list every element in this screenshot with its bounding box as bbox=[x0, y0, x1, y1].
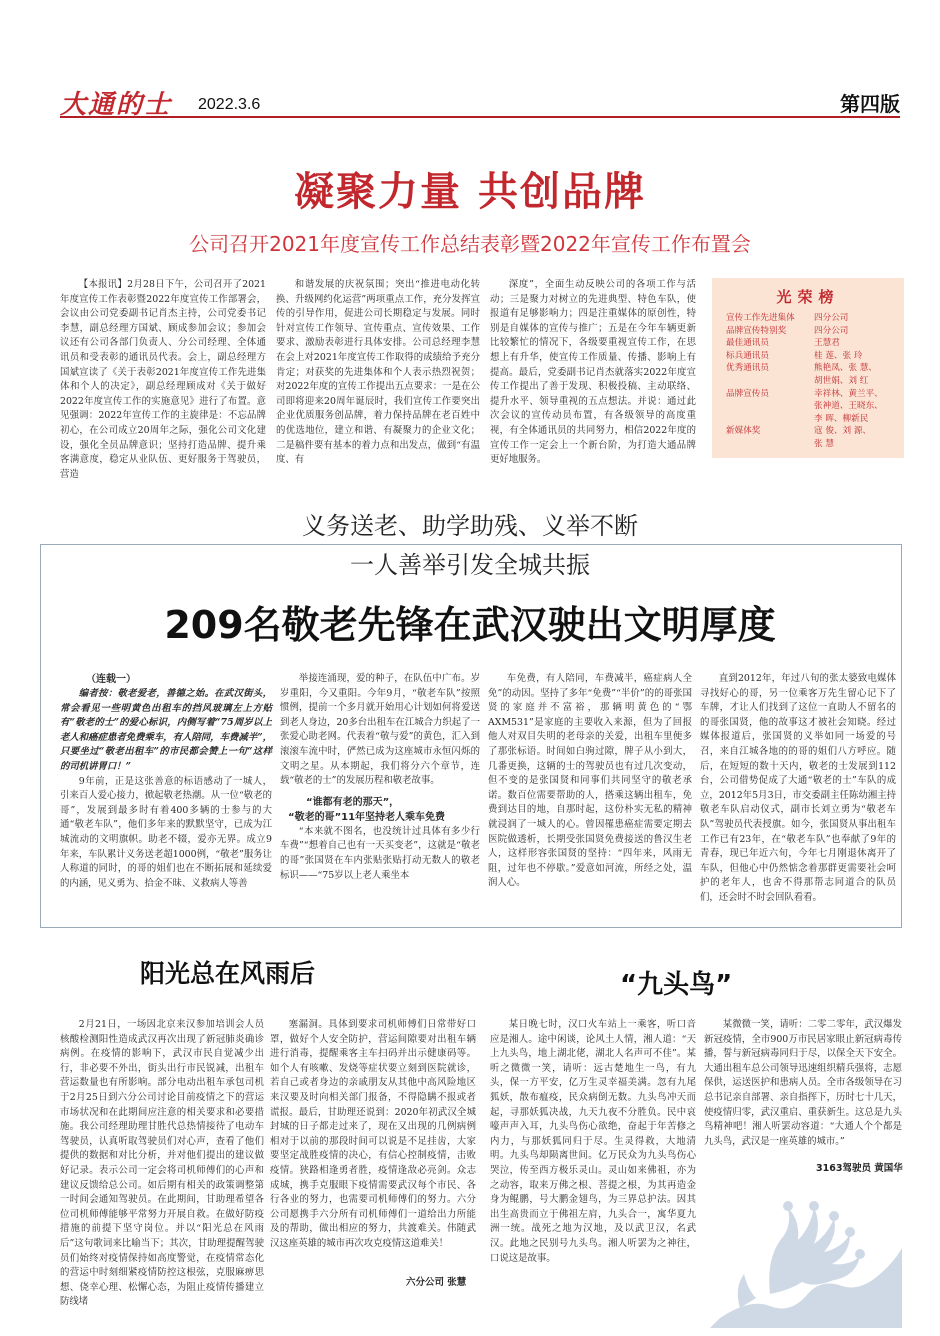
article4-column-2 bbox=[704, 1018, 902, 1156]
honor-names: 四分公司 bbox=[814, 313, 849, 323]
article2-editor-note: 编者按：敬老爱老，善德之始。在武汉街头，常会看见一些明黄色出租车的挡风玻璃左上方贴有“敬老的士”的爱心标识，内侧写着“75周岁以上老人和癌症患者免费乘车，有人陪同，车费减半”，只要坐过“敬老出租车”的市民都会赞上一句“这样的司机讲胃口！” bbox=[60, 688, 272, 772]
article3-column-2 bbox=[270, 1018, 476, 1266]
masthead bbox=[60, 84, 900, 118]
article2-text-3: 车免费，有人陪同，车费减半，癌症病人全免”的动因。坚持了多年“免费”“半价”的的哥张国贤的家庭并不富裕，那辆明黄色的“鄂AXM531”是家庭的主要收入来源，但为了回报他人对双目失明的老母亲的关爱，出租车里便多了那张标语。时间如白驹过隙，牌子从小到大，几番更换，这辆的士的驾驶员也有过几次变动，但不变的是张国贤和同事们共同坚守的敬老承诺。数百位需要帮助的人，搭乘这辆出租车，免费到达目的地，自那时起，这份朴实无私的精神就浸润了一城人的心。曾因罹患癌症需要定期去医院做透析，长期受张国贤免费接送的鲁汉生老人，这样形容张国贤的坚持：“四年来，风雨无阻，过年也不停歇。”爱意如河流，所经之处，温润人心。 bbox=[488, 673, 692, 889]
article1-text-2: 和谐发展的庆祝氛围；突出“推进电动化转换、升级网约化运营”两项重点工作，充分发挥宣传的引导作用，促进公司长期稳定与发展。同时针对宣传工作领导、宣传重点、宣传效果、工作要求、激励表彰进行具体安排。公司总经理李慧在会上对2021年度宣传工作取得的成绩给予充分肯定；对获奖的先进集体和个人表示热烈祝贺；对2022年度的宣传工作提出五点要求：一是在公司即将迎来20周年诞辰时，我们宣传工作要突出企业优质服务创品牌，着力保持品牌在老百姓中的优选地位，建立和谐、有凝聚力的企业文化；二是稿件要有基本的着力点和出发点，做到“有温度、有 bbox=[276, 279, 480, 466]
article2-column-4 bbox=[700, 672, 896, 908]
nine-headed-bird-illustration bbox=[710, 1178, 906, 1328]
honor-names: 桂 莲、张 玲 bbox=[814, 350, 863, 361]
honor-category: 最佳通讯员 bbox=[726, 338, 769, 349]
article3-text-2: 塞漏洞。具体到要求司机师傅们日常带好口罩，做好个人安全防护，营运间隙要对出租车辆进行消毒，提醒乘客主车扫码并出示健康码等。如个人有咳嗽、发烧等症状要立刻到医院就诊，若自己或者身边的亲戚朋友从其他中高风险地区来汉要及时向相关部门报备，不得隐瞒不报或者谎报。最后，甘助理还说到：2020年初武汉全城封城的日子都走过来了，现在又出现的几例病例相对于以前的那段时间可以说是不足挂齿，大家要坚定战胜疫情的决心，有信心控制疫情，击败疫情。狭路相逢勇者胜，疫情逢敌必亮剑。众志成城，携手克服眼下疫情需要武汉每个市民、各行各业的努力，也需要司机师傅们的努力。六分公司愿携手六分所有司机师傅们一道给出力所能及的帮助，做出相应的努力，共渡难关。伟随武汉这座英雄的城市再次攻克疫情这道难关！ bbox=[270, 1019, 476, 1249]
article2-section-title-a: “谁都有老的那天”， bbox=[306, 796, 400, 808]
article2-kicker-2: 一人善举引发全城共振 bbox=[350, 551, 590, 579]
honor-category bbox=[726, 400, 814, 413]
honor-names: 幸祥林、黄兰平、 bbox=[814, 388, 883, 399]
honor-row bbox=[726, 350, 896, 363]
article4-byline: 3163驾驶员 黄国华 bbox=[816, 1163, 903, 1174]
article4-column-1 bbox=[490, 1018, 696, 1296]
honor-names: 寇 俊、刘 源、 bbox=[814, 426, 872, 437]
article3-byline: 六分公司 张慧 bbox=[406, 1277, 467, 1288]
honor-row bbox=[726, 362, 896, 375]
honor-names: 张神道、王晓东、 bbox=[814, 401, 883, 412]
honor-row bbox=[726, 388, 896, 401]
honor-names: 熊艳凤、张 慧、 bbox=[814, 363, 877, 374]
article2-column-2 bbox=[280, 672, 480, 908]
honor-board-title: 光荣榜 bbox=[776, 288, 840, 306]
honor-category: 优秀通讯员 bbox=[726, 363, 769, 374]
honor-names: 李 晖、柳新民 bbox=[814, 413, 869, 424]
honor-board bbox=[712, 278, 904, 458]
honor-category bbox=[726, 413, 814, 426]
honor-names: 胡世娟、刘 红 bbox=[814, 375, 869, 386]
honor-category: 品牌宣传特别奖 bbox=[726, 325, 787, 336]
honor-row bbox=[726, 438, 896, 451]
honor-row bbox=[726, 375, 896, 388]
article2-column-1 bbox=[60, 672, 272, 908]
article4-text-2: 某微微一笑，请听：二零二零年，武汉爆发新冠疫情，全市900万市民居家眼止新冠病毒传播，誓与新冠病毒同归于尽，以保全天下安全。大通出租车总公司领导迅速组织精兵强将，志愿保供，运送医护和患病人员。全市各级领导在习总书记亲自部署、亲自指挥下，历时七十几天，使疫情归零，武汉重启、重获新生。这总是九头鸟精神吧！湘人听罢动容道：“大通人个个都是九头鸟，武汉是一座英雄的城市。” bbox=[704, 1019, 902, 1147]
honor-names: 张 慧 bbox=[814, 438, 834, 449]
honor-board-list bbox=[726, 312, 896, 451]
article1-headline: 凝聚力量 共创品牌 bbox=[294, 169, 646, 215]
honor-row bbox=[726, 425, 896, 438]
article2-text-4: 直到2012年，年过八旬的张太婆致电媒体寻找好心的哥，另一位乘客万先生留心记下了车牌，才让人们找到了这位一直助人不留名的的哥张国贤，他的故事这才被社会知晓。经过媒体报道后，张国贤的义举如同一场爱的号召，来自江城各地的的哥的姐们八方呼应。随后，在短短的数十天内，敬老的士发展到112台，公司借势促成了大通“敬老的士”车队的成立，2012年5月3日，市交委副主任陈幼湘主持敬老车队启动仪式，副市长刘立勇为“敬老车队”驾驶员代表授旗。如今，张国贤从事出租车工作已有23年，在“敬老车队”也奉献了9年的青春，现已年近六旬，今年七月刚退休离开了车队，但他心中仍然惦念着那群更需要社会呵护的老年人，也舍不得那帮志同道合的队员们，还会时不时会回队看看。 bbox=[700, 673, 896, 903]
honor-category: 新媒体奖 bbox=[726, 426, 761, 437]
honor-category bbox=[726, 438, 814, 451]
article1-text-1: 【本报讯】2月28日下午，公司召开了2021年度宣传工作表彰暨2022年度宣传工作部署会，会议由公司党委副书记肖杰主持，公司党委书记李慧，副总经理方国斌、顾成参加会议；参加会议还有公司各部门负责人、分公司经理、全体通讯员和受表彰的通讯员代表。会上，副总经理方国斌宣读了《关于表彰2021年度宣传工作先进集体和个人的决定》，副总经理顾成对《关于做好2022年度宣传工作的实施意见》进行了布置。意见强调：2022年宣传工作的主旋律是：不忘品牌初心，在公司成立20周年之际，强化公司文化建设，强化全员品牌意识；坚持打造品牌、提升乘客满意度，稳定从业队伍、更好服务于驾驶员，营造 bbox=[60, 279, 266, 480]
honor-category bbox=[726, 375, 814, 388]
article2-section-title-b: “敬老的哥”11年坚持老人乘车免费 bbox=[288, 811, 446, 823]
article4-headline: “九头鸟” bbox=[620, 970, 733, 1000]
honor-names: 四分公司 bbox=[814, 325, 849, 336]
honor-row bbox=[726, 325, 896, 338]
honor-names: 王慧君 bbox=[814, 338, 840, 349]
honor-category: 宣传工作先进集体 bbox=[726, 313, 795, 323]
issue-date: 2022.3.6 bbox=[198, 96, 261, 113]
article3-text-1: 2月21日，一场因北京来汉参加培训会人员核酸检测阳性造成武汉再次出现了新冠肺炎确诊病例。在疫情的影响下，武汉市民自觉减少出行，非必要不外出，街头出行市民锐减，出租车营运数量也有所影响。部分电动出租车承包司机于2月25日到六分公司讨论目前疫情之下的营运市场状况和在此期间应注意的相关要求和必要措施。我公司经理助理甘胜代总热情接待了电动车驾驶员，认真听取驾驶员们对心声，查看了他们提供的数据和对比分析，并对他们提出的建议做好记录。表示公司一定会将司机师傅们的心声和建议反馈给总公司。如后期有相关的政策调整第一时间会通知驾驶员。在此期间，甘助理希望各位司机师傅能够平常努力开展自救。在做好防疫措施的前提下坚守岗位。并以“阳光总在风雨后”这句歌词来比喻当下；其次，甘助理提醒驾驶员们始终对疫情保持如高度警觉，在疫情常态化的营运中时刻细紧疫情防控这根弦，克服麻痹思想、侥幸心理、松懈心态，为阻止疫情传播建立防线堵 bbox=[60, 1019, 264, 1308]
article3-column-1 bbox=[60, 1018, 264, 1308]
article1-column-1 bbox=[60, 278, 266, 480]
article2-text-2: 举接连涌现，爱的种子，在队伍中广布。岁岁重阳，今又重阳。今年9月，“敬老车队”按照惯例，提前一个多月就开始用心计划如何将爱送到老人身边，20多台出租车在江城合力织起了一张爱心助老网。代表着“敬与爱”的黄色，汇入到滚滚车流中时，俨然已成为这座城市永恒闪烁的文明之星。从本期起，我们将分六个章节，连载“敬老的士”的发展历程和敬老故事。 bbox=[280, 673, 480, 787]
honor-row bbox=[726, 337, 896, 350]
article4-text-1: 某日晚七时，汉口火车站上一乘客，听口音应是湘人。途中闲谈，论风土人情，湘人道：“天上九头鸟，地上湖北佬，湖北人名声可不佳”。某听之微微一笑，请听：远古楚地生一鸟，有九头，保一方平安，亿万生灵幸福美满。忽有九尾狐妖，散布瘟疫，民众病倒无数。九头鸟冲天而起，寻那妖狐决战，九天九夜不分胜负。民中哀嚎声声入耳，九头鸟伤心欲绝，奋起于年苦修之内力，与那妖狐同归于尽。生灵得救，大地清明。九头鸟却陨离世间。亿万民众为九头鸟伤心哭泣，传至西方极乐灵山。灵山如来佛祖，亦为之动容，取来万佛之根、菩提之根，为其再造金身为鲲鹏，号大鹏金翅鸟，为三界总护法。因其出生高贵而立于佛祖左肩，九头合一，寓华夏九洲一统。战死之地为汉地，及以武卫汉，名武汉。此地之民别号九头鸟。湘人听罢为之神往，口说这是故事。 bbox=[490, 1019, 696, 1264]
honor-category: 品牌宣传员 bbox=[726, 388, 769, 399]
newspaper-logo: 大通的士 bbox=[60, 90, 173, 120]
edition-label: 第四版 bbox=[840, 92, 900, 116]
article2-kicker-1-text: 义务送老、助学助残、义举不断 bbox=[292, 512, 648, 540]
honor-row bbox=[726, 400, 896, 413]
article3-headline: 阳光总在风雨后 bbox=[140, 959, 316, 988]
article2-text-1: 9年前，正是这张善意的标语感动了一城人，引来百人爱心接力，掀起敬老热潮。从一位“敬老的哥”，发展到最多时有着400多辆的士参与的大通“敬老车队”，他们多年来的默默坚守，已成为江城流动的文明旗帜。助老不辍，爱亦无界。成立9年来，车队累计义务送老超1000例，“敬老”服务让人称道的同时，的哥的姐们也在不断拓展和延续爱的内涵，见义勇为、拾金不昧、义救病人等善 bbox=[60, 775, 272, 889]
honor-category: 标兵通讯员 bbox=[726, 350, 769, 361]
article1-text-3: 深度”，全面生动反映公司的各项工作与活动；三是聚力对树立的先进典型、特色车队，使报道有足够影响力；四是注重媒体的原创性，特别是自媒体的宣传与推广；五是在今年车辆更新比较繁忙的情况下，各级要重视宣传工作，在思想上有升华，使宣传工作质量、传播、影响上有提高。最后，党委副书记肖杰就落实2022年度宣传工作提出了善于发现、积极投稿、主动联络、提升水平、领导重视的五点想法。并说：通过此次会议的宣传动员布置，有各级领导的高度重视，有全体通讯员的共同努力，相信2022年度的宣传工作一定会上一个新台阶，为打造大通品牌更好地服务。 bbox=[490, 279, 696, 466]
article2-text-2b: “本来就不图名，也没统计过具体有多少行车费”“想着自己也有一天买变老”，这就是“敬老的哥”张国贤在车内张贴张贴打动无数人的敬老标识——“75岁以上老人乘坐本 bbox=[280, 825, 480, 881]
article1-subhead: 公司召开2021年度宣传工作总结表彰暨2022年宣传工作布置会 bbox=[189, 232, 751, 256]
honor-row bbox=[726, 413, 896, 426]
honor-row bbox=[726, 312, 896, 325]
article1-column-3 bbox=[490, 278, 696, 466]
article2-serial: （连载一） bbox=[86, 674, 136, 685]
article2-headline: 209名敬老先锋在武汉驶出文明厚度 bbox=[164, 603, 776, 647]
article2-kicker-1 bbox=[0, 506, 940, 541]
article1-column-2 bbox=[276, 278, 480, 466]
article2-column-3 bbox=[488, 672, 692, 908]
